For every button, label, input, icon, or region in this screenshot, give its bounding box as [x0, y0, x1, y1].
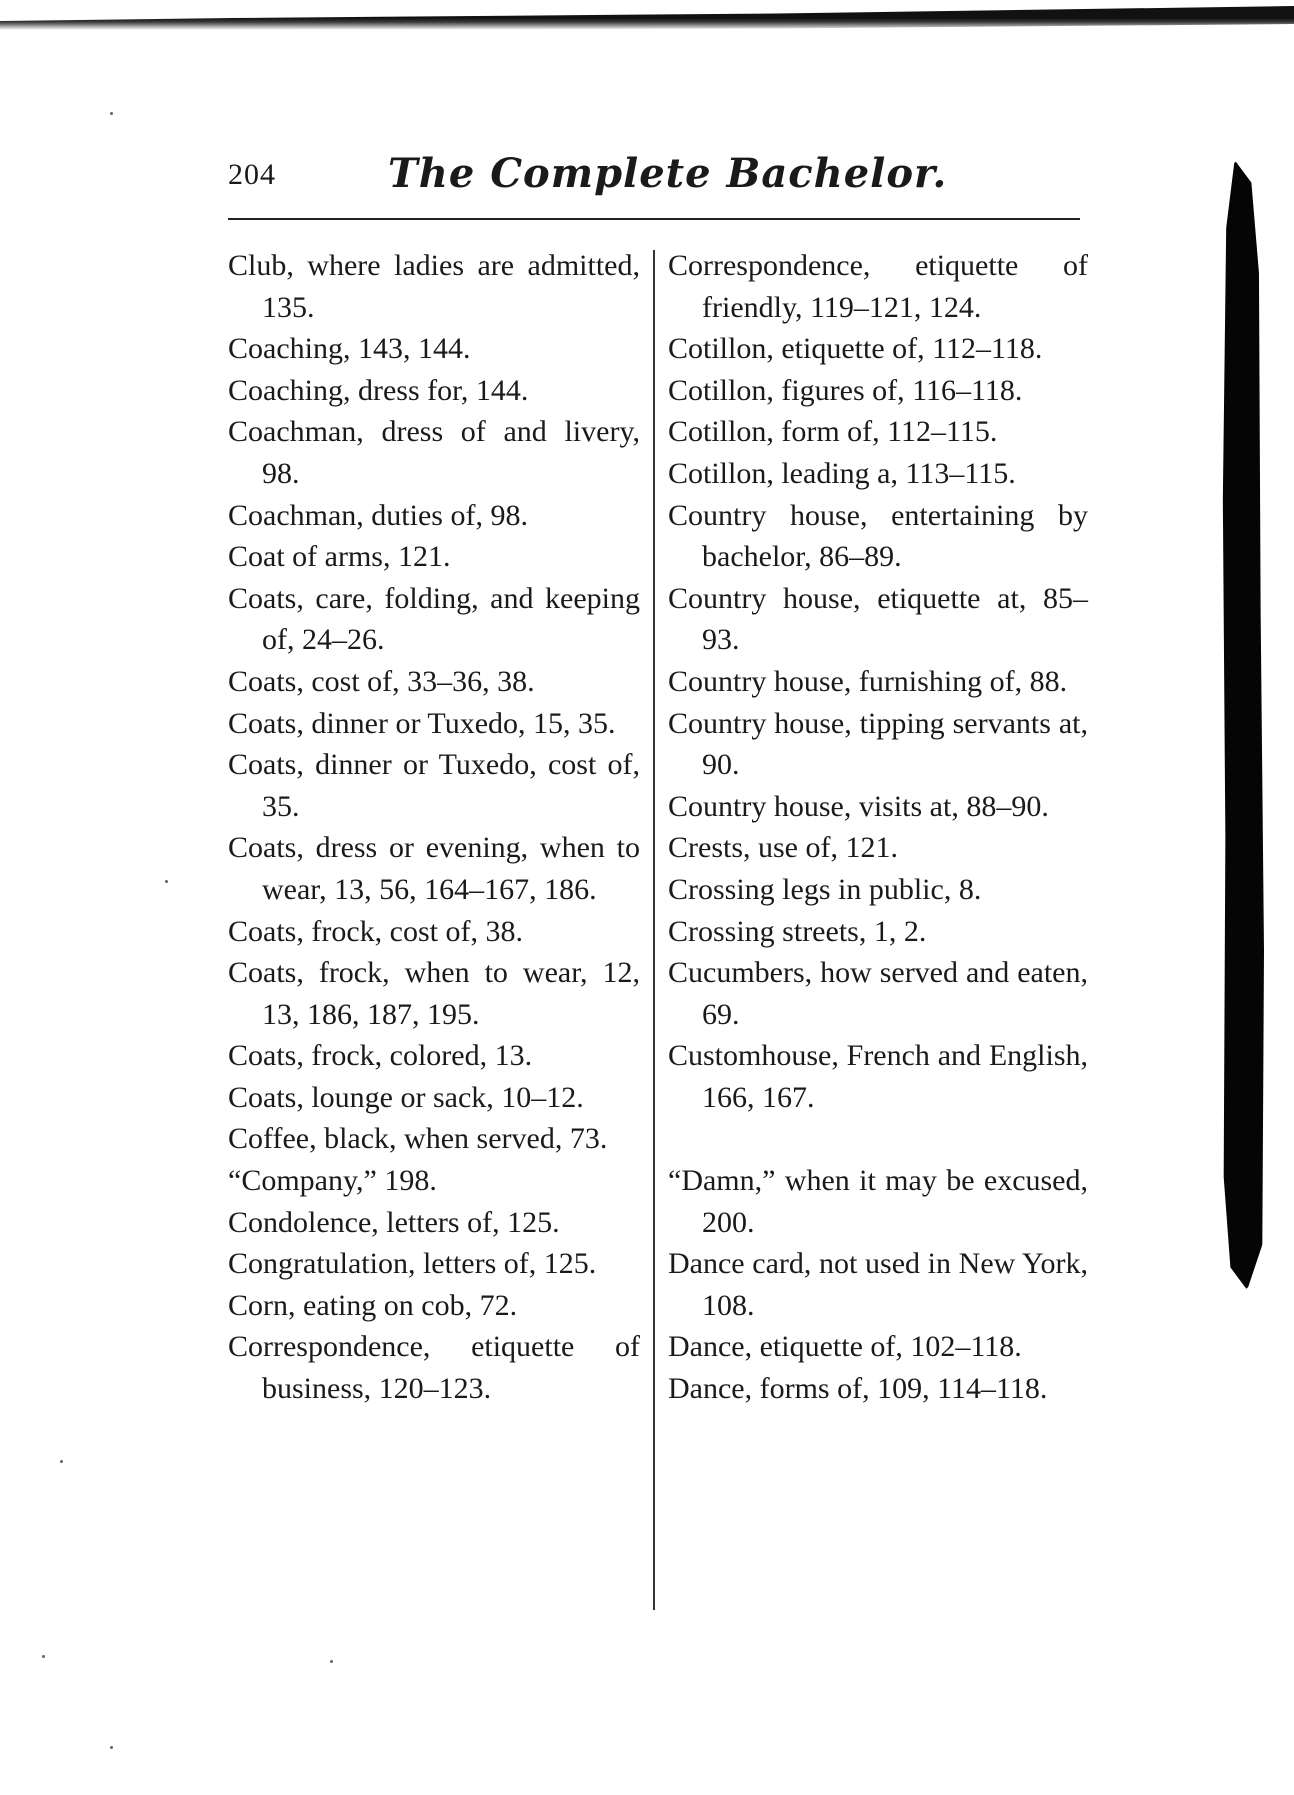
index-entry: Dance, etiquette of, 102–118.: [668, 1330, 1022, 1364]
index-entry: Cotillon, etiquette of, 112–118.: [668, 332, 1043, 366]
top-edge-rule: [0, 0, 1294, 30]
paper-speck: [110, 112, 113, 115]
index-entry: “Company,” 198.: [228, 1164, 437, 1198]
index-entry: Coats, dinner or Tuxedo, cost of, 35.: [228, 748, 640, 823]
index-entry: Cotillon, form of, 112–115.: [668, 415, 998, 449]
paper-speck: [60, 1460, 63, 1463]
binding-shadow: [1222, 160, 1264, 1290]
paper-speck: [165, 880, 168, 883]
page-header: [228, 150, 1080, 210]
index-entry: Country house, entertaining by bachelor, 86–89.: [668, 498, 1088, 574]
page-number: 204: [228, 158, 276, 191]
index-entry: Country house, furnishing of, 88.: [668, 664, 1068, 698]
index-entry: Club, where ladies are admitted, 135.: [228, 249, 640, 324]
index-entry: Dance card, not used in New York, 108.: [668, 1247, 1088, 1322]
index-entry: Coats, frock, cost of, 38.: [228, 914, 523, 948]
index-entry: Country house, tipping servants at, 90.: [668, 706, 1088, 782]
index-column-right: [668, 245, 1088, 1410]
index-entry: “Damn,” when it may be excused, 200.: [668, 1164, 1088, 1239]
letter-section-gap: [668, 1118, 1088, 1160]
index-entry: Crossing legs in public, 8.: [668, 872, 982, 906]
index-entry: Corn, eating on cob, 72.: [228, 1288, 518, 1322]
index-entry: Coats, cost of, 33–36, 38.: [228, 664, 535, 698]
index-entry: Crests, use of, 121.: [668, 831, 898, 865]
paper-speck: [42, 1655, 45, 1658]
index-entry: Coat of arms, 121.: [228, 540, 451, 574]
index-entry: Customhouse, French and English, 166, 167.: [668, 1039, 1088, 1114]
index-entry: Cotillon, figures of, 116–118.: [668, 373, 1023, 407]
index-entry: Crossing streets, 1, 2.: [668, 914, 927, 948]
index-entry: Coffee, black, when served, 73.: [228, 1122, 608, 1156]
index-entry: Coats, care, folding, and keeping of, 24–26.: [228, 581, 640, 657]
index-entry: Congratulation, letters of, 125.: [228, 1247, 597, 1281]
index-entry: Coats, lounge or sack, 10–12.: [228, 1080, 584, 1114]
index-entry: Country house, visits at, 88–90.: [668, 789, 1049, 823]
index-entry: Coats, dinner or Tuxedo, 15, 35.: [228, 706, 616, 740]
index-entry: Cucumbers, how served and eaten, 69.: [668, 956, 1088, 1031]
index-column-left: [228, 245, 640, 1410]
header-rule: [228, 218, 1080, 220]
running-title: The Complete Bachelor.: [388, 150, 948, 197]
index-entry: Coachman, dress of and livery, 98.: [228, 415, 640, 490]
column-divider: [653, 250, 655, 1610]
paper-speck: [110, 1746, 113, 1749]
index-entry: Coaching, dress for, 144.: [228, 373, 529, 407]
index-entry: Coachman, duties of, 98.: [228, 498, 528, 532]
index-entry: Coaching, 143, 144.: [228, 332, 471, 366]
index-entry: Correspondence, etiquette of friendly, 119–121, 124.: [668, 249, 1088, 324]
index-entry: Dance, forms of, 109, 114–118.: [668, 1372, 1048, 1406]
index-entry: Cotillon, leading a, 113–115.: [668, 456, 1016, 490]
index-entry: Coats, dress or evening, when to wear, 13, 56, 164–167, 186.: [228, 831, 640, 906]
index-entry: Coats, frock, when to wear, 12, 13, 186, 187, 195.: [228, 956, 640, 1031]
index-entry: Country house, etiquette at, 85–93.: [668, 581, 1088, 657]
paper-speck: [330, 1660, 333, 1663]
index-entry: Coats, frock, colored, 13.: [228, 1039, 533, 1073]
index-entry: Correspondence, etiquette of business, 120–123.: [228, 1330, 640, 1406]
index-entry: Condolence, letters of, 125.: [228, 1205, 560, 1239]
